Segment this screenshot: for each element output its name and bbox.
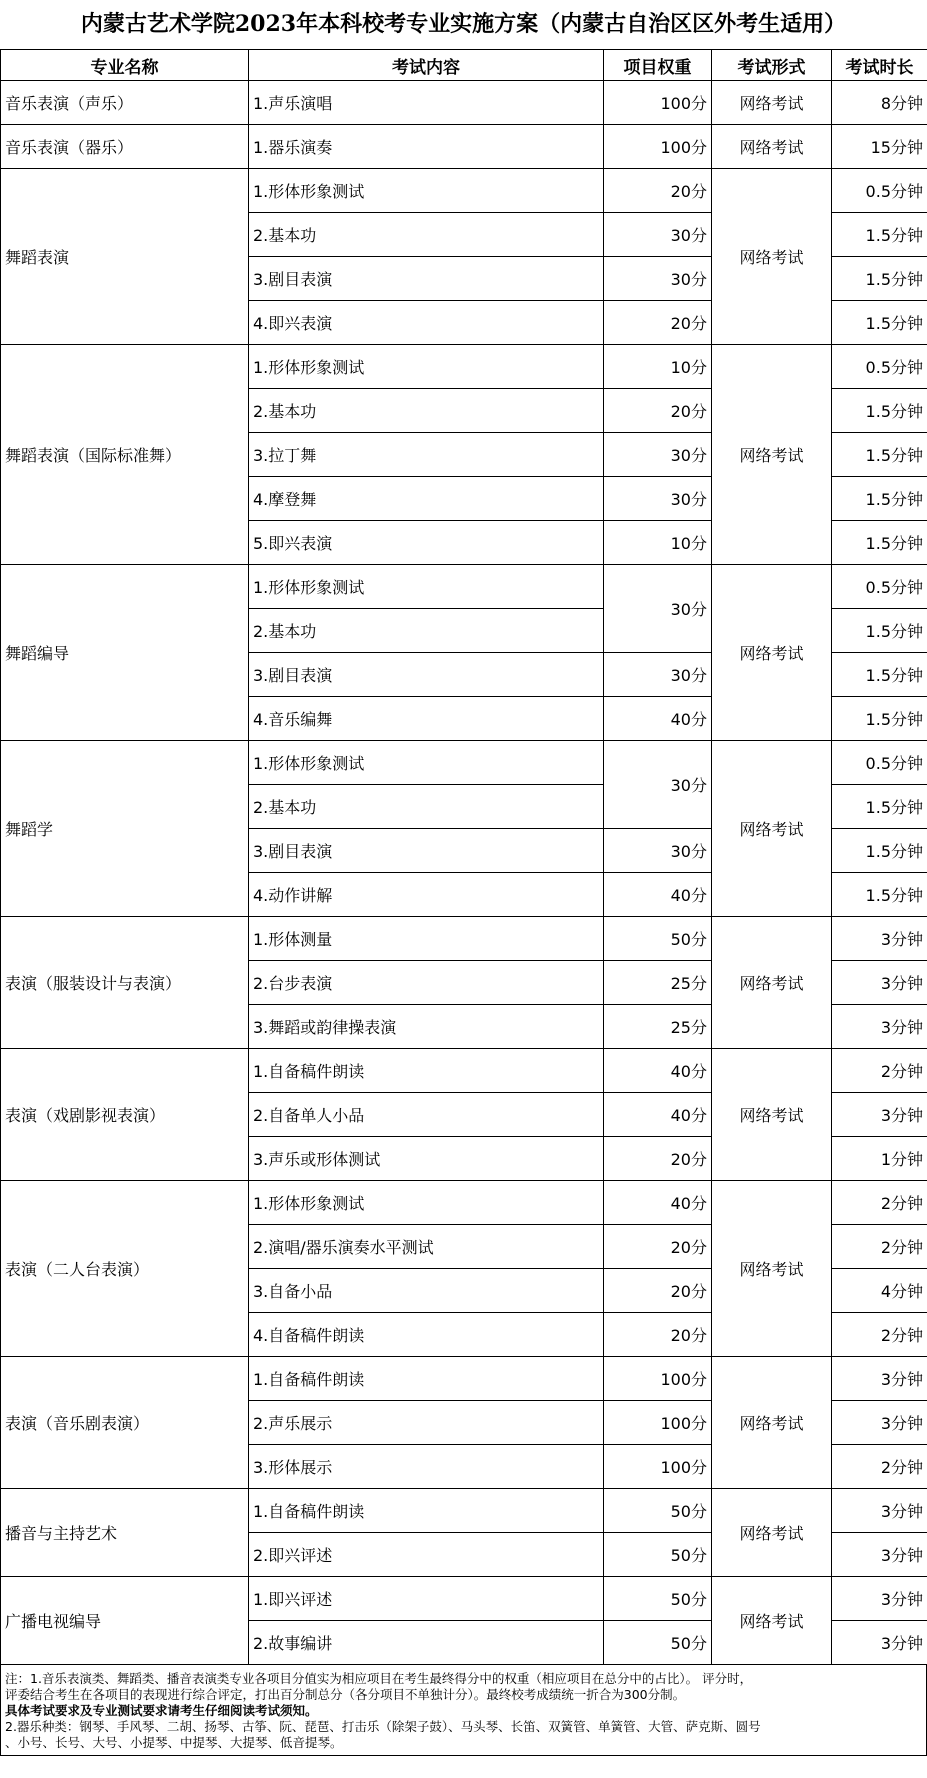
- table-row: [1, 1489, 927, 1533]
- exam-duration: 2分钟: [832, 1049, 927, 1093]
- exam-content: 1.形体形象测试: [249, 345, 604, 389]
- exam-duration: 1.5分钟: [832, 609, 927, 653]
- table-row: [1, 1049, 927, 1093]
- item-weight: 10分: [604, 345, 712, 389]
- table-row: [1, 1181, 927, 1225]
- item-weight: 20分: [604, 1225, 712, 1269]
- exam-content: 3.舞蹈或韵律操表演: [249, 1005, 604, 1049]
- note-line-4: 2.器乐种类：钢琴、手风琴、二胡、扬琴、古筝、阮、琵琶、打击乐（除架子鼓）、马头琴、长笛、双簧管、单簧管、大管、萨克斯、圆号: [5, 1719, 761, 1734]
- exam-content: 1.即兴评述: [249, 1577, 604, 1621]
- major-name: 表演（服装设计与表演）: [1, 917, 249, 1049]
- header-major: 专业名称: [1, 50, 249, 81]
- note-line-3: 具体考试要求及专业测试要求请考生仔细阅读考试须知。: [5, 1703, 318, 1718]
- exam-content: 4.摩登舞: [249, 477, 604, 521]
- exam-form: 网络考试: [712, 345, 832, 565]
- exam-duration: 1.5分钟: [832, 477, 927, 521]
- table-row: [1, 81, 927, 125]
- exam-content: 3.自备小品: [249, 1269, 604, 1313]
- exam-duration: 8分钟: [832, 81, 927, 125]
- item-weight: 20分: [604, 1269, 712, 1313]
- exam-content: 1.形体形象测试: [249, 169, 604, 213]
- exam-duration: 2分钟: [832, 1181, 927, 1225]
- item-weight: 100分: [604, 81, 712, 125]
- item-weight: 50分: [604, 1533, 712, 1577]
- header-time: 考试时长: [832, 50, 927, 81]
- item-weight: 50分: [604, 917, 712, 961]
- exam-form: 网络考试: [712, 81, 832, 125]
- exam-duration: 15分钟: [832, 125, 927, 169]
- exam-duration: 0.5分钟: [832, 169, 927, 213]
- major-name: 播音与主持艺术: [1, 1489, 249, 1577]
- exam-content: 4.动作讲解: [249, 873, 604, 917]
- exam-form: 网络考试: [712, 1357, 832, 1489]
- item-weight: 30分: [604, 653, 712, 697]
- exam-duration: 1.5分钟: [832, 697, 927, 741]
- exam-content: 4.自备稿件朗读: [249, 1313, 604, 1357]
- exam-content: 3.形体展示: [249, 1445, 604, 1489]
- exam-content: 1.形体测量: [249, 917, 604, 961]
- item-weight: 20分: [604, 1137, 712, 1181]
- exam-duration: 3分钟: [832, 917, 927, 961]
- item-weight: 20分: [604, 169, 712, 213]
- exam-content: 2.演唱/器乐演奏水平测试: [249, 1225, 604, 1269]
- exam-duration: 3分钟: [832, 1621, 927, 1665]
- exam-duration: 3分钟: [832, 1401, 927, 1445]
- item-weight: 25分: [604, 1005, 712, 1049]
- exam-duration: 1.5分钟: [832, 829, 927, 873]
- item-weight: 25分: [604, 961, 712, 1005]
- major-name: 舞蹈表演（国际标准舞）: [1, 345, 249, 565]
- item-weight: 20分: [604, 389, 712, 433]
- item-weight: 30分: [604, 257, 712, 301]
- note-line-5: 、小号、长号、大号、小提琴、中提琴、大提琴、低音提琴。: [5, 1735, 343, 1750]
- header-content: 考试内容: [249, 50, 604, 81]
- header-row: [1, 50, 927, 81]
- header-weight: 项目权重: [604, 50, 712, 81]
- exam-duration: 3分钟: [832, 1093, 927, 1137]
- item-weight: 10分: [604, 521, 712, 565]
- item-weight: 50分: [604, 1577, 712, 1621]
- exam-duration: 0.5分钟: [832, 565, 927, 609]
- exam-content: 1.自备稿件朗读: [249, 1489, 604, 1533]
- exam-form: 网络考试: [712, 1049, 832, 1181]
- table-row: [1, 917, 927, 961]
- exam-content: 1.自备稿件朗读: [249, 1357, 604, 1401]
- exam-content: 2.基本功: [249, 609, 604, 653]
- item-weight: 30分: [604, 829, 712, 873]
- exam-content: 3.拉丁舞: [249, 433, 604, 477]
- header-form: 考试形式: [712, 50, 832, 81]
- item-weight: 30分: [604, 741, 712, 829]
- table-row: [1, 125, 927, 169]
- exam-duration: 1.5分钟: [832, 389, 927, 433]
- table-row: [1, 169, 927, 213]
- major-name: 广播电视编导: [1, 1577, 249, 1665]
- major-name: 表演（二人台表演）: [1, 1181, 249, 1357]
- major-name: 音乐表演（声乐）: [1, 81, 249, 125]
- exam-form: 网络考试: [712, 917, 832, 1049]
- item-weight: 30分: [604, 477, 712, 521]
- major-name: 表演（戏剧影视表演）: [1, 1049, 249, 1181]
- item-weight: 30分: [604, 433, 712, 477]
- exam-content: 3.剧目表演: [249, 653, 604, 697]
- item-weight: 100分: [604, 1445, 712, 1489]
- exam-duration: 1分钟: [832, 1137, 927, 1181]
- table-row: [1, 1577, 927, 1621]
- item-weight: 40分: [604, 873, 712, 917]
- major-name: 舞蹈表演: [1, 169, 249, 345]
- table-row: [1, 741, 927, 785]
- exam-content: 4.即兴表演: [249, 301, 604, 345]
- exam-duration: 1.5分钟: [832, 301, 927, 345]
- exam-duration: 3分钟: [832, 1489, 927, 1533]
- exam-duration: 1.5分钟: [832, 653, 927, 697]
- exam-duration: 1.5分钟: [832, 873, 927, 917]
- table-body: [1, 81, 927, 1665]
- exam-duration: 3分钟: [832, 1533, 927, 1577]
- item-weight: 40分: [604, 697, 712, 741]
- exam-duration: 2分钟: [832, 1225, 927, 1269]
- exam-duration: 1.5分钟: [832, 213, 927, 257]
- exam-content: 2.基本功: [249, 389, 604, 433]
- exam-form: 网络考试: [712, 565, 832, 741]
- item-weight: 30分: [604, 565, 712, 653]
- exam-duration: 1.5分钟: [832, 433, 927, 477]
- item-weight: 50分: [604, 1621, 712, 1665]
- exam-content: 1.形体形象测试: [249, 1181, 604, 1225]
- exam-duration: 1.5分钟: [832, 521, 927, 565]
- item-weight: 40分: [604, 1181, 712, 1225]
- item-weight: 30分: [604, 213, 712, 257]
- exam-content: 1.形体形象测试: [249, 565, 604, 609]
- exam-duration: 0.5分钟: [832, 741, 927, 785]
- exam-content: 1.声乐演唱: [249, 81, 604, 125]
- exam-form: 网络考试: [712, 1181, 832, 1357]
- note-line-1: 注：1.音乐表演类、舞蹈类、播音表演类专业各项目分值实为相应项目在考生最终得分中的权重（相应项目在总分中的占比）。 评分时，: [5, 1671, 753, 1686]
- exam-duration: 1.5分钟: [832, 785, 927, 829]
- exam-duration: 4分钟: [832, 1269, 927, 1313]
- exam-content: 1.自备稿件朗读: [249, 1049, 604, 1093]
- major-name: 音乐表演（器乐）: [1, 125, 249, 169]
- exam-form: 网络考试: [712, 1489, 832, 1577]
- item-weight: 100分: [604, 1401, 712, 1445]
- exam-form: 网络考试: [712, 1577, 832, 1665]
- exam-content: 2.故事编讲: [249, 1621, 604, 1665]
- exam-content: 4.音乐编舞: [249, 697, 604, 741]
- exam-form: 网络考试: [712, 741, 832, 917]
- exam-form: 网络考试: [712, 125, 832, 169]
- exam-duration: 2分钟: [832, 1445, 927, 1489]
- notes: [0, 1665, 927, 1756]
- major-name: 表演（音乐剧表演）: [1, 1357, 249, 1489]
- exam-duration: 1.5分钟: [832, 257, 927, 301]
- table-row: [1, 1357, 927, 1401]
- table-row: [1, 565, 927, 609]
- exam-form: 网络考试: [712, 169, 832, 345]
- exam-content: 3.剧目表演: [249, 257, 604, 301]
- item-weight: 40分: [604, 1093, 712, 1137]
- exam-duration: 3分钟: [832, 1357, 927, 1401]
- exam-content: 2.自备单人小品: [249, 1093, 604, 1137]
- note-line-2: 评委结合考生在各项目的表现进行综合评定，打出百分制总分（各分项目不单独计分）。最终校考成绩统一折合为300分制。: [5, 1687, 686, 1702]
- exam-content: 2.基本功: [249, 213, 604, 257]
- exam-content: 3.声乐或形体测试: [249, 1137, 604, 1181]
- item-weight: 50分: [604, 1489, 712, 1533]
- major-name: 舞蹈学: [1, 741, 249, 917]
- exam-table: [0, 49, 927, 1665]
- item-weight: 40分: [604, 1049, 712, 1093]
- table-row: [1, 345, 927, 389]
- item-weight: 100分: [604, 1357, 712, 1401]
- item-weight: 100分: [604, 125, 712, 169]
- exam-content: 2.即兴评述: [249, 1533, 604, 1577]
- exam-content: 1.形体形象测试: [249, 741, 604, 785]
- item-weight: 20分: [604, 1313, 712, 1357]
- exam-duration: 3分钟: [832, 961, 927, 1005]
- exam-content: 2.台步表演: [249, 961, 604, 1005]
- exam-content: 2.基本功: [249, 785, 604, 829]
- exam-content: 1.器乐演奏: [249, 125, 604, 169]
- exam-duration: 3分钟: [832, 1005, 927, 1049]
- exam-duration: 2分钟: [832, 1313, 927, 1357]
- exam-content: 3.剧目表演: [249, 829, 604, 873]
- exam-duration: 3分钟: [832, 1577, 927, 1621]
- page-title: 内蒙古艺术学院2023年本科校考专业实施方案（内蒙古自治区区外考生适用）: [80, 11, 847, 37]
- item-weight: 20分: [604, 301, 712, 345]
- major-name: 舞蹈编导: [1, 565, 249, 741]
- exam-content: 5.即兴表演: [249, 521, 604, 565]
- exam-duration: 0.5分钟: [832, 345, 927, 389]
- exam-content: 2.声乐展示: [249, 1401, 604, 1445]
